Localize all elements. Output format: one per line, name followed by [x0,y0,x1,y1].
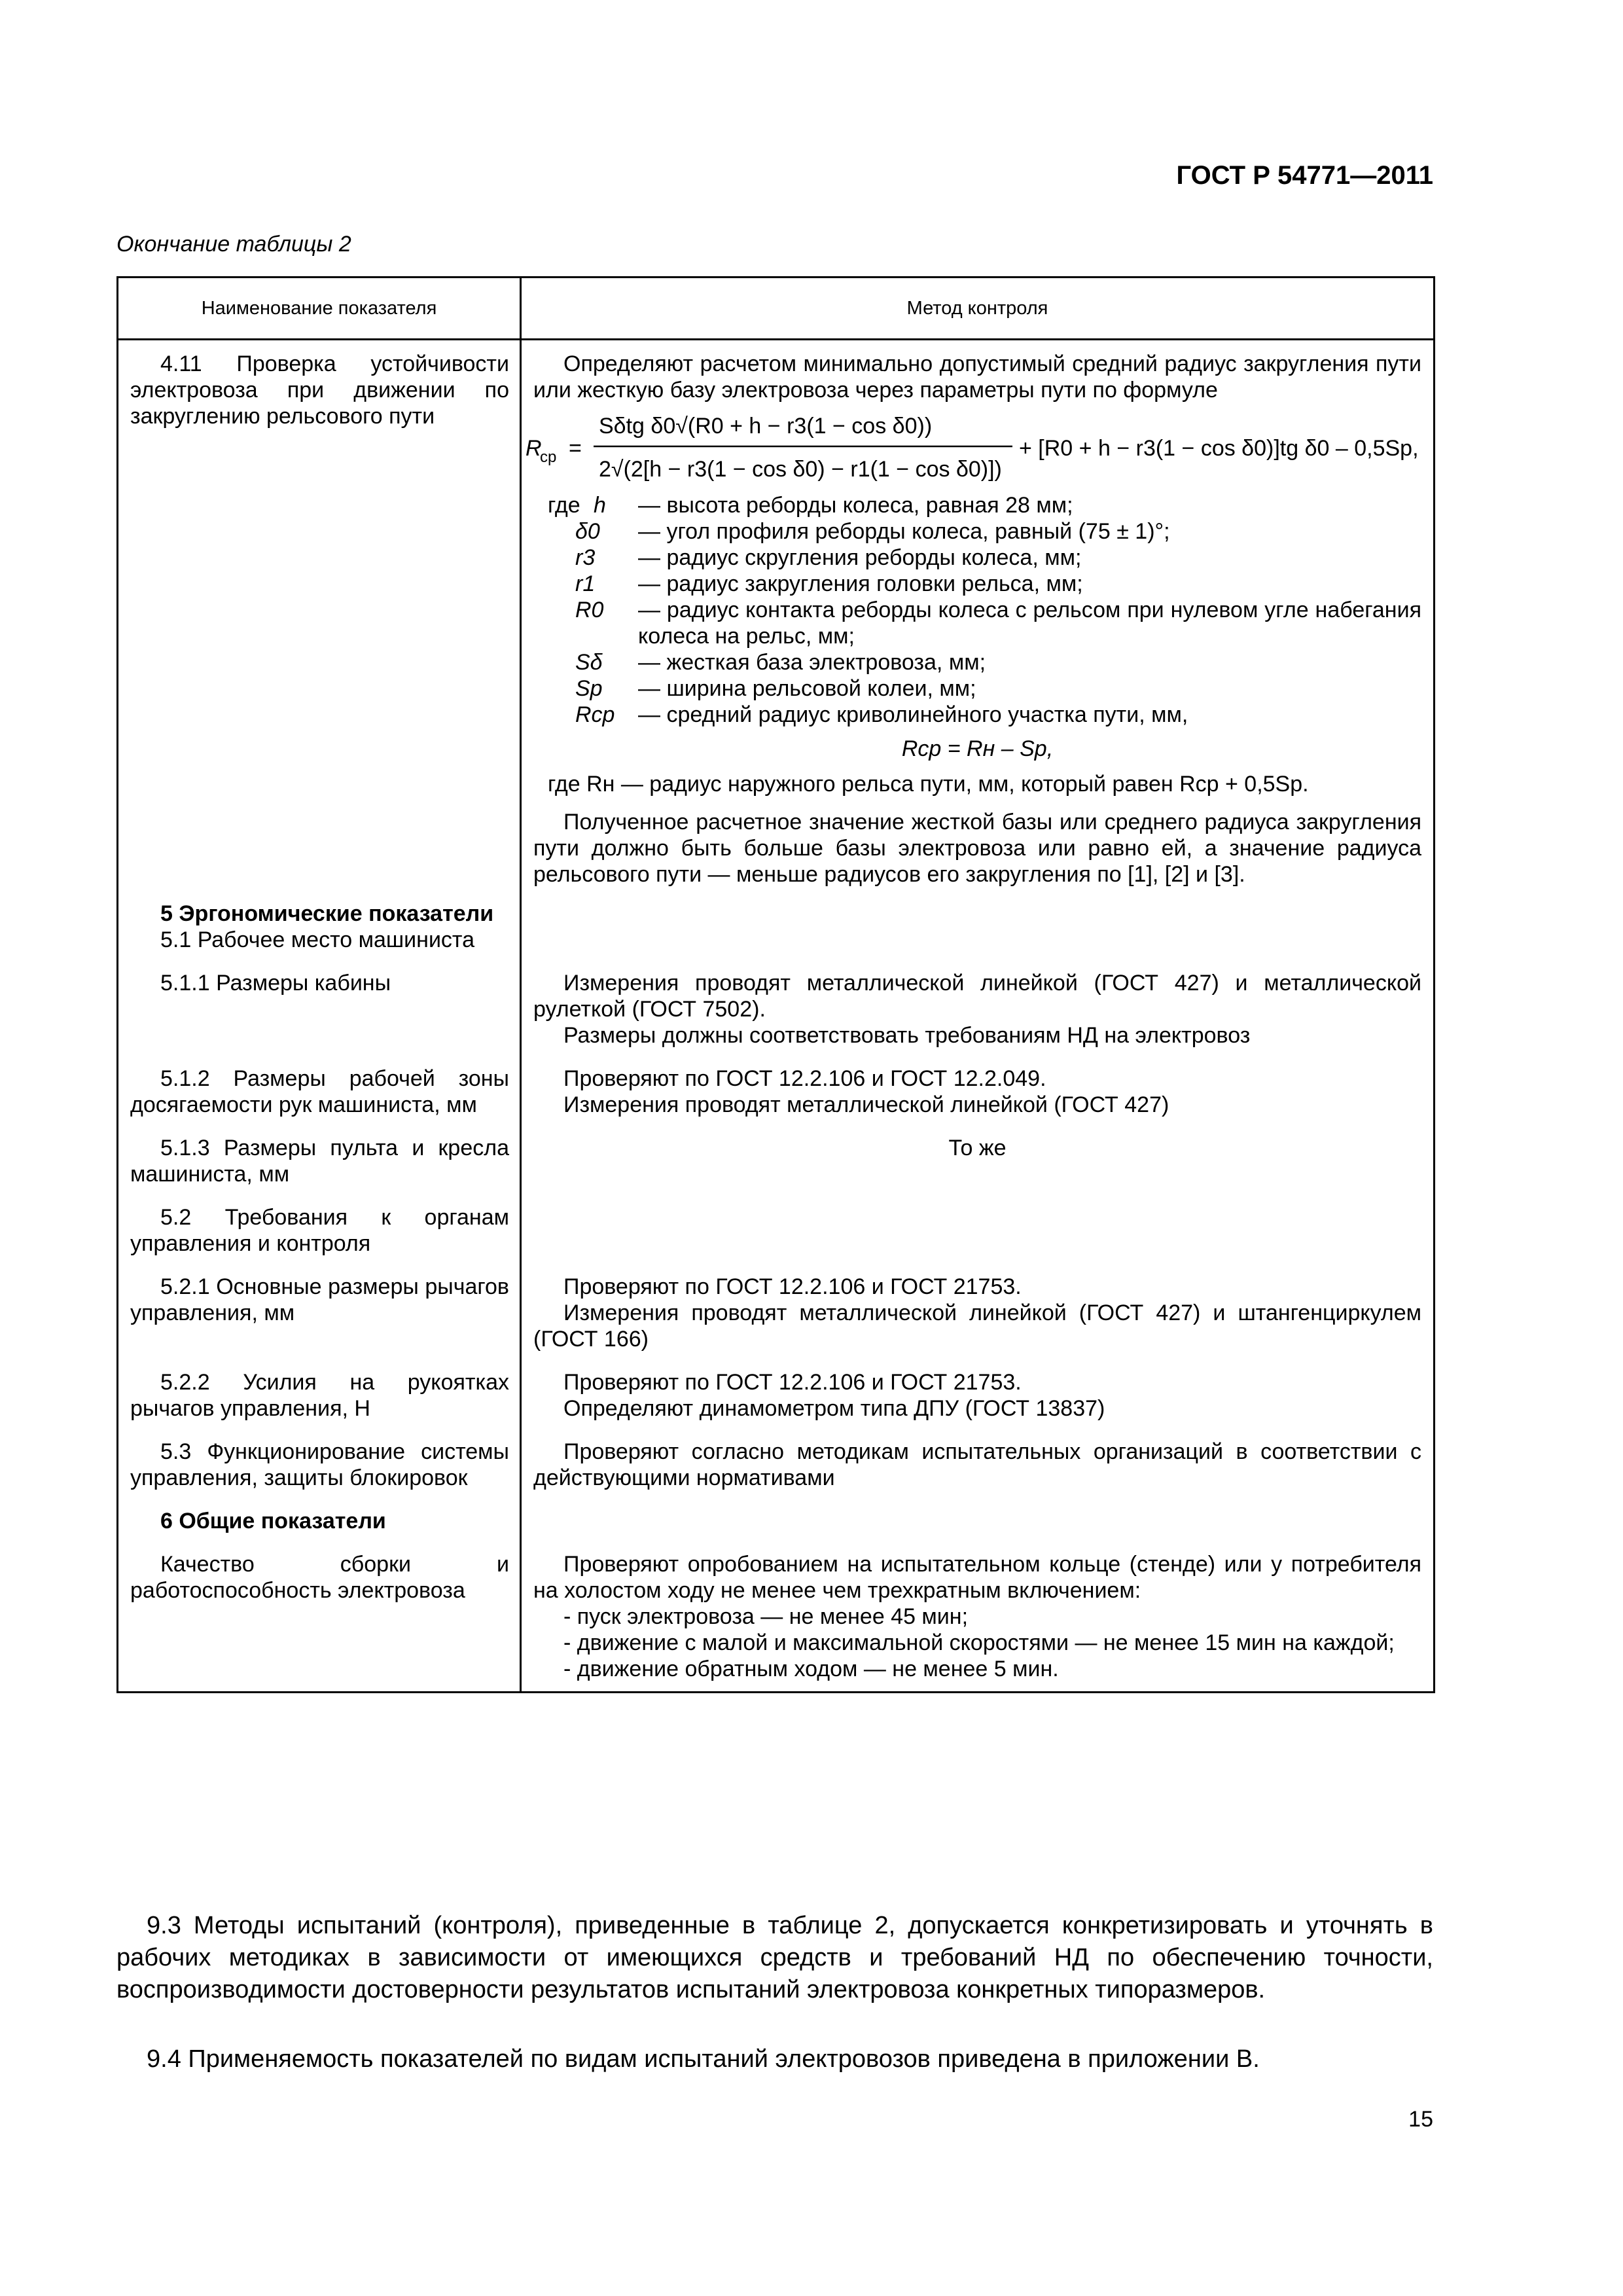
row-name: 5.2 Требования к органам управления и контроля [118,1204,521,1274]
method-line: Проверяют согласно методикам испытательных организаций в соответствии с действующими нормативами [521,1439,1435,1508]
table-row [118,1204,1435,1274]
method-line: Измерения проводят металлической линейкой (ГОСТ 427) и металлической рулеткой (ГОСТ 7502). [533,971,1421,1022]
table-row [118,970,1435,1066]
table-row [118,1274,1435,1369]
table-row [118,1439,1435,1508]
row-name: 5.1 Рабочее место машиниста [118,927,521,970]
definition-text: — радиус скругления реборды колеса, мм; [638,545,1082,570]
definitions-list [533,492,1421,728]
col-header-method: Метод контроля [521,278,1435,340]
method-list-item: - движение с малой и максимальной скоростями — не менее 15 мин на каждой; [563,1630,1395,1655]
section-title-6: 6 Общие показатели [160,1509,386,1534]
method-list-item: - пуск электровоза — не менее 45 мин; [563,1604,969,1629]
definition-symbol: δ0 [575,519,600,544]
definition-item [533,649,1421,675]
method-conclusion: Полученное расчетное значение жесткой базы или среднего радиуса закругления пути должно быть больше базы электровоза или равно ей, а значение радиуса рельсового пути — меньше радиусов его закругления по [1], [2] и [3]. [533,810,1421,887]
paragraph-9-3: 9.3 Методы испытаний (контроля), приведенные в таблице 2, допускается конкретизировать и уточнять в рабочих методиках в зависимости от имеющихся средств и требований НД по обеспечению точности, воспроизводимости достоверности результатов испытаний электровоза конкретных типоразмеров. [116,1912,1433,2003]
definition-text: — радиус закругления головки рельса, мм; [638,571,1083,596]
row-name: Качество сборки и работоспособность электровоза [118,1551,521,1693]
definition-text: — угол профиля реборды колеса, равный (75 ± 1)°; [638,519,1170,544]
definition-symbol: Rср [575,702,615,727]
formula-lhs: R [526,436,542,461]
table-row-4-11 [118,340,1435,901]
page-number: 15 [1408,2107,1433,2132]
definition-item [533,571,1421,597]
definition-item [533,702,1421,728]
definition-symbol: R0 [575,598,604,622]
definition-item [533,675,1421,702]
row-name: 5.1.1 Размеры кабины [118,970,521,1066]
section-title-5: 5 Эргономические показатели [160,901,494,926]
method-line: Проверяют по ГОСТ 12.2.106 и ГОСТ 21753. [563,1370,1022,1395]
definition-text: — ширина рельсовой колеи, мм; [638,676,976,701]
definition-symbol: r3 [575,545,596,570]
method-intro: Проверяют опробованием на испытательном кольце (стенде) или у потребителя на холостом ходу не менее чем трехкратным включением: [533,1552,1421,1603]
where-label: где [548,493,580,518]
section-row-5 [118,901,1435,927]
definition-symbol: r1 [575,571,596,596]
stability-formula [526,408,1421,486]
definition-text: — жесткая база электровоза, мм; [638,650,986,675]
where-outer-radius: где Rн — радиус наружного рельса пути, мм, который равен Rср + 0,5Sр. [548,772,1309,797]
definition-item [533,545,1421,571]
formula-numerator: Sδtg δ0√(R0 + h − r3(1 − cos δ0)) [599,414,933,439]
formula-eq: = [569,436,582,461]
formula-lhs-sub: ср [540,448,557,466]
table-caption: Окончание таблицы 2 [116,232,351,257]
method-line: То же [521,1135,1435,1204]
method-intro: Определяют расчетом минимально допустимый средний радиус закругления пути или жесткую базу электровоза через параметры пути по формуле [533,351,1421,403]
formula-tail: + [R0 + h − r3(1 − cos δ0)]tg δ0 – 0,5Sр, [1019,436,1419,461]
table-row [118,1369,1435,1439]
methods-table [116,276,1435,1693]
definition-text: — средний радиус криволинейного участка пути, мм, [638,702,1188,727]
method-line: Размеры должны соответствовать требованиям НД на электровоз [563,1023,1251,1048]
col-header-name: Наименование показателя [118,278,521,340]
definition-symbol: Sδ [575,650,603,675]
table-row [118,927,1435,970]
method-line: Измерения проводят металлической линейкой (ГОСТ 427) [563,1092,1169,1117]
definition-item [533,518,1421,545]
section-row-6 [118,1508,1435,1551]
row-name: 5.2.2 Усилия на рукоятках рычагов управления, Н [118,1369,521,1439]
definition-text: — высота реборды колеса, равная 28 мм; [638,493,1073,518]
row-name: 5.1.3 Размеры пульта и кресла машиниста, мм [118,1135,521,1204]
definition-text: — радиус контакта реборды колеса с рельсом при нулевом угле набегания колеса на рельс, мм; [638,598,1421,649]
table-row [118,1066,1435,1135]
paragraph-9-4: 9.4 Применяемость показателей по видам испытаний электровозов приведена в приложении В. [147,2045,1260,2073]
row-name: 5.3 Функционирование системы управления, защиты блокировок [118,1439,521,1508]
row-method [521,340,1435,901]
formula-denominator: 2√(2[h − r3(1 − cos δ0) − r1(1 − cos δ0)]) [599,457,1002,482]
row-name: 4.11 Проверка устойчивости электровоза при движении по закруглению рельсового пути [118,340,521,901]
table-row-quality [118,1551,1435,1693]
row-name: 5.2.1 Основные размеры рычагов управления, мм [118,1274,521,1369]
method-line: Проверяют по ГОСТ 12.2.106 и ГОСТ 12.2.049. [563,1066,1046,1091]
standard-code: ГОСТ Р 54771—2011 [1176,161,1433,190]
row-name: 5.1.2 Размеры рабочей зоны досягаемости рук машиниста, мм [118,1066,521,1135]
formula-graphic [526,408,1429,486]
formula-radius: Rср = Rн – Sр, [901,736,1054,761]
method-line: Измерения проводят металлической линейкой (ГОСТ 427) и штангенциркулем (ГОСТ 166) [533,1300,1421,1352]
method-line: Проверяют по ГОСТ 12.2.106 и ГОСТ 21753. [563,1274,1022,1299]
definition-item [533,492,1421,518]
definition-symbol: h [594,493,606,518]
definition-symbol: Sр [575,676,603,701]
table-row [118,1135,1435,1204]
method-line: Определяют динамометром типа ДПУ (ГОСТ 13837) [563,1396,1105,1421]
definition-item [533,597,1421,649]
method-list-item: - движение обратным ходом — не менее 5 мин. [563,1657,1059,1681]
